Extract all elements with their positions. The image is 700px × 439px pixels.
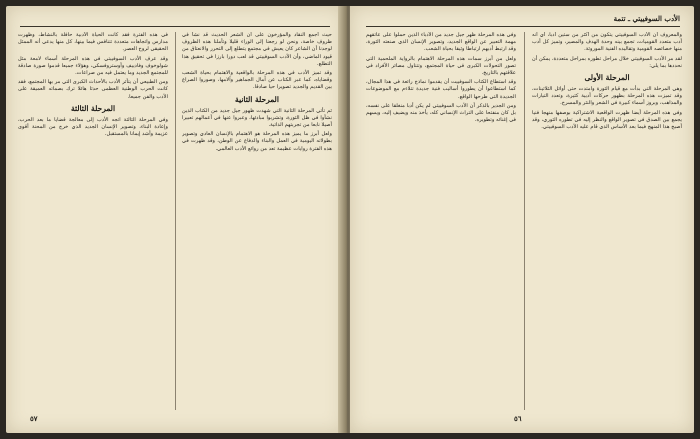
paragraph: والمعروف أن الأدب السوفييتي يتكون من أكثر من ستين أدبا، أي أنه أدب متعدد القوميات، تجمع بينه وحدة الهدف والمصير، وتميز كل أدب منها خصائصه القومية وتقاليده الفنية الموروثة. — [532, 32, 682, 53]
column-divider — [175, 32, 176, 410]
column-divider — [524, 32, 525, 410]
paragraph: ولعل أبرز ما يميز هذه المرحلة هو الاهتمام بالإنسان العادي وتصوير بطولاته اليومية في العمل والبناء والدفاع عن الوطن، وقد ظهرت في هذه الفترة روايات عظيمة تعد من روائع الأدب العالمي. — [182, 131, 332, 152]
paragraph: لقد مر الأدب السوفييتي خلال مراحل تطوره بمراحل متعددة، يمكن أن نحددها بما يلي: — [532, 55, 682, 69]
paragraph: وفي هذه المرحلة أيضا ظهرت الواقعية الاشتراكية بوصفها منهجا فنيا يجمع بين الصدق في تصوير الواقع والنظر إليه في تطوره الثوري، وقد أصبح هذا المنهج فيما بعد الأساس الذي قام عليه الأدب السوفييتي. — [532, 109, 682, 131]
right-page-column-right — [532, 32, 682, 410]
paragraph: ثم تأتي المرحلة الثانية التي شهدت ظهور جيل جديد من الكتاب الذين نشأوا في ظل الثورة، وتشربوا مبادئها، وعبروا عنها في أعمالهم تعبيرا أصيلا نابعا من تجربتهم الذاتية. — [182, 107, 332, 129]
left-page-column-left — [18, 32, 168, 410]
paragraph: وفي هذه المرحلة ظهر جيل جديد من الأدباء الذين حملوا على عاتقهم مهمة التعبير عن الواقع الجديد، وتصوير الإنسان الذي صنعته الثورة، وقد ارتبط أدبهم ارتباطا وثيقا بحياة الشعب. — [366, 32, 516, 53]
section-heading: المرحلة الثالثة — [70, 103, 116, 113]
paragraph: ومن الجدير بالذكر أن الأدب السوفييتي لم يكن أدبا منغلقا على نفسه، بل كان منفتحا على التراث الإنساني كله، يأخذ منه ويضيف إليه، ويسهم في إغنائه وتطويره. — [366, 102, 516, 124]
right-page-column-left — [366, 32, 516, 410]
page-number: ٥٦ — [514, 414, 522, 423]
section-heading: المرحلة الأولى — [584, 73, 630, 83]
paragraph: في هذه الفترة فقد كانت الحياة الأدبية حافلة بالنشاط، وظهرت مدارس واتجاهات متعددة تتنافس فيما بينها، كل منها يدعي أنه الممثل الحقيقي لروح العصر. — [18, 32, 168, 53]
left-page — [6, 6, 344, 433]
running-header: الأدب السوفييتي ـ تتمة — [613, 14, 680, 23]
section-heading: المرحلة الثانية — [235, 94, 279, 104]
paragraph: وهي المرحلة التي بدأت مع قيام الثورة وامتدت حتى أوائل الثلاثينات، وقد تميزت هذه المرحلة بظهور حركات أدبية كثيرة، وتعدد التيارات والمذاهب، وبروز أسماء كبيرة في الشعر والنثر والمسرح. — [532, 86, 682, 107]
left-header-rule — [20, 26, 330, 27]
paragraph: وفي المرحلة الثالثة اتجه الأدب إلى معالجة قضايا ما بعد الحرب، وإعادة البناء، وتصوير الإنسان الجديد الذي خرج من المحنة أقوى عزيمة وأشد إيمانا بالمستقبل. — [18, 116, 168, 138]
right-header-rule — [366, 26, 680, 27]
paragraph: وقد عرف الأدب السوفييتي في هذه المرحلة أسماء لامعة مثل شولوخوف وفادييف وأوستروفسكي، وهؤلاء جميعا قدموا صورة صادقة للمجتمع الجديد وما يعتمل فيه من صراعات. — [18, 55, 168, 77]
right-page — [350, 6, 694, 433]
paragraph: وقد استطاع الكتاب السوفييت أن يقدموا نماذج رائعة في هذا المجال، كما استطاعوا أن يطوروا أساليب فنية جديدة تتلاءم مع الموضوعات الجديدة التي طرحها الواقع. — [366, 79, 516, 100]
paragraph: وقد تميز الأدب في هذه المرحلة بالواقعية والاهتمام بحياة الشعب وقضاياه، كما عبر الكتاب عن آمال الجماهير وآلامها، وصوروا الصراع بين القديم والجديد تصويرا حيا صادقا. — [182, 70, 332, 91]
left-page-column-right — [182, 32, 332, 410]
paragraph: ولعل من أبرز سمات هذه المرحلة الاهتمام بالرواية الملحمية التي تصور التحولات الكبرى في حياة المجتمع، وتتناول مصائر الأفراد في علاقتهم بالتاريخ. — [366, 55, 516, 77]
paragraph: ومن الطبيعي أن يتأثر الأدب بالأحداث الكبرى التي مر بها المجتمع، فقد كانت الحرب الوطنية العظمى حدثا هائلا ترك بصماته العميقة على الأدب والفن جميعا. — [18, 79, 168, 100]
page-number: ٥٧ — [30, 414, 38, 423]
paragraph: حيث أجمع النقاد والمؤرخون على أن الشعر الحديث قد نشأ في ظروف خاصة، ونحن لو رجعنا إلى الوراء قليلا وتأملنا هذه الظروف لوجدنا أن الشاعر كان يعيش في مجتمع يتطلع إلى التحرر والانعتاق من قيود الماضي، وأن الأدب السوفييتي قد لعب دورا بارزا في تحقيق هذا التطلع. — [182, 32, 332, 67]
